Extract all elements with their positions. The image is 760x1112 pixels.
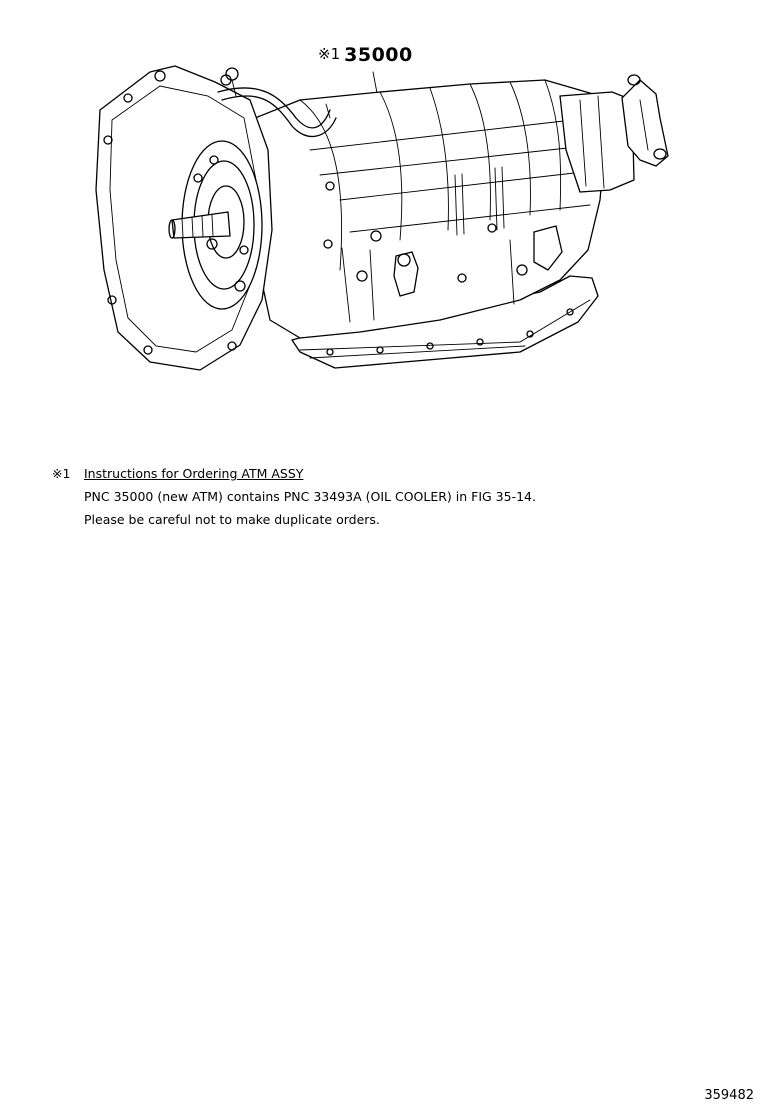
callout-part-number: 35000	[344, 44, 413, 66]
note-reference-mark: ※1	[52, 466, 71, 481]
ordering-note	[52, 462, 536, 531]
note-heading-row	[52, 462, 536, 485]
note-line-1: PNC 35000 (new ATM) contains PNC 33493A (OIL COOLER) in FIG 35-14.	[84, 489, 536, 504]
figure-number: 359482	[704, 1088, 754, 1103]
part-callout	[318, 46, 413, 65]
note-line-2: Please be careful not to make duplicate orders.	[84, 512, 380, 527]
breather-fitting	[226, 68, 238, 80]
note-heading: Instructions for Ordering ATM ASSY	[84, 466, 304, 481]
flange-bolt-top	[628, 75, 640, 85]
callout-reference-mark: ※1	[318, 45, 341, 63]
